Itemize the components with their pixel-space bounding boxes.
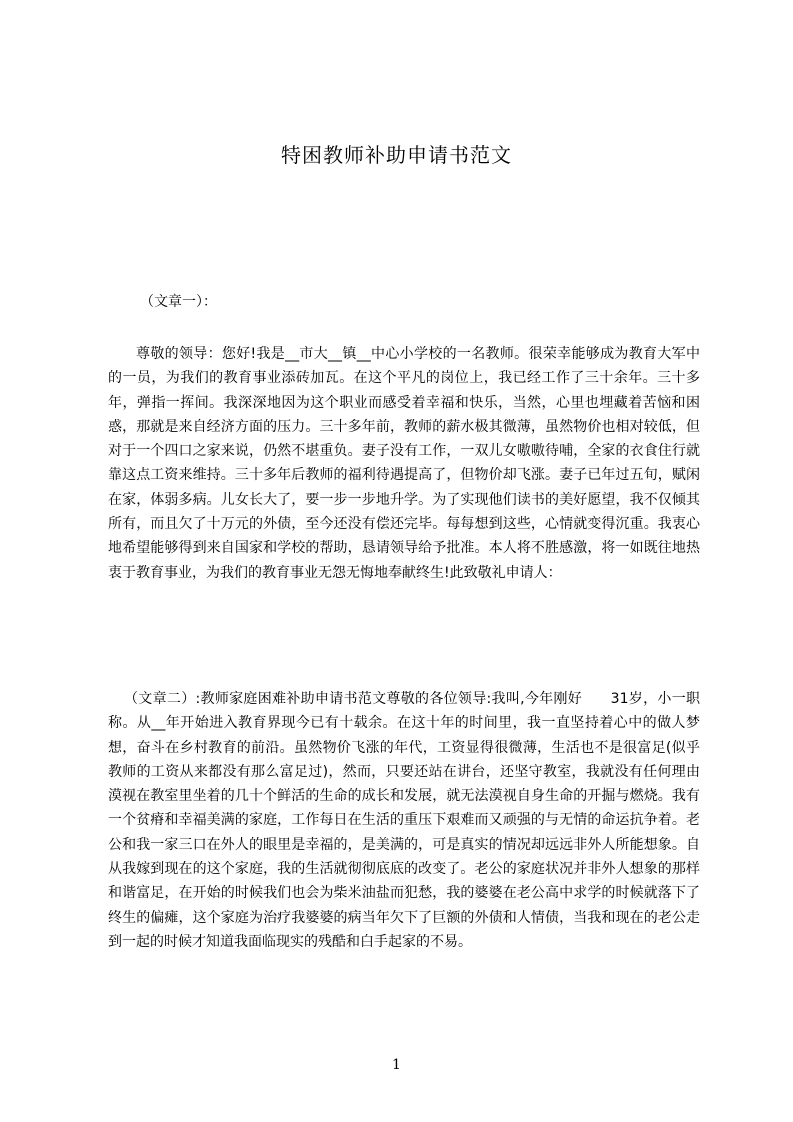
section-two-body: （文章二）:教师家庭困难补助申请书范文尊敬的各位领导:我叫,今年刚好 31岁，小一职称。从__年开始进入教育界现今已有十载余。在这十年的时间里，我一直坚持着心中的做人梦想，奋斗在乡村教育的前沿。虽然物价飞涨的年代，工资显得很微薄，生活也不是很富足(似乎教师的工资从来都没有那么富足过)，然而，只要还站在讲台，还坚守教室，我就没有任何理由漠视在教室里坐着的几十个鲜活的生命的成长和发展，就无法漠视自身生命的开掘与燃烧。我有一个贫瘠和幸福美满的家庭，工作每日在生活的重压下艰难而又顽强的与无情的命运抗争着。老公和我一家三口在外人的眼里是幸福的，是美满的，可是真实的情况却远远非外人所能想象。自从我嫁到现在的这个家庭，我的生活就彻彻底底的改变了。老公的家庭状况并非外人想象的那样和谐富足，在开始的时候我们也会为柴米油盐而犯愁，我的婆婆在老公高中求学的时候就落下了终生的偏瘫，这个家庭为治疗我婆婆的病当年欠下了巨额的外债和人情债，当我和现在的老公走到一起的时候才知道我面临现实的残酷和白手起家的不易。 [108,691,700,950]
page-number: 1 [392,1057,401,1073]
section-one-body: 尊敬的领导：您好!我是__市大__镇__中心小学校的一名教师。很荣幸能够成为教育大军中的一员，为我们的教育事业添砖加瓦。在这个平凡的岗位上，我已经工作了三十余年。三十多年，弹指一挥间。我深深地因为这个职业而感受着幸福和快乐，当然，心里也埋藏着苦恼和困惑，那就是来自经济方面的压力。三十多年前，教师的薪水极其微薄，虽然物价也相对较低，但对于一个四口之家来说，仍然不堪重负。妻子没有工作，一双儿女嗷嗷待哺，全家的衣食住行就靠这点工资来维持。三十多年后教师的福利待遇提高了，但物价却飞涨。妻子已年过五旬，赋闲在家，体弱多病。儿女长大了，要一步一步地升学。为了实现他们读书的美好愿望，我不仅倾其所有，而且欠了十万元的外债，至今还没有偿还完毕。每每想到这些，心情就变得沉重。我衷心地希望能够得到来自国家和学校的帮助，恳请领导给予批准。本人将不胜感激，将一如既往地热衷于教育事业，为我们的教育事业无怨无悔地奉献终生!此致敬礼申请人： [108,346,700,581]
document-title: 特困教师补助申请书范文 [281,143,512,167]
section-one-heading: （文章一）： [140,294,217,310]
